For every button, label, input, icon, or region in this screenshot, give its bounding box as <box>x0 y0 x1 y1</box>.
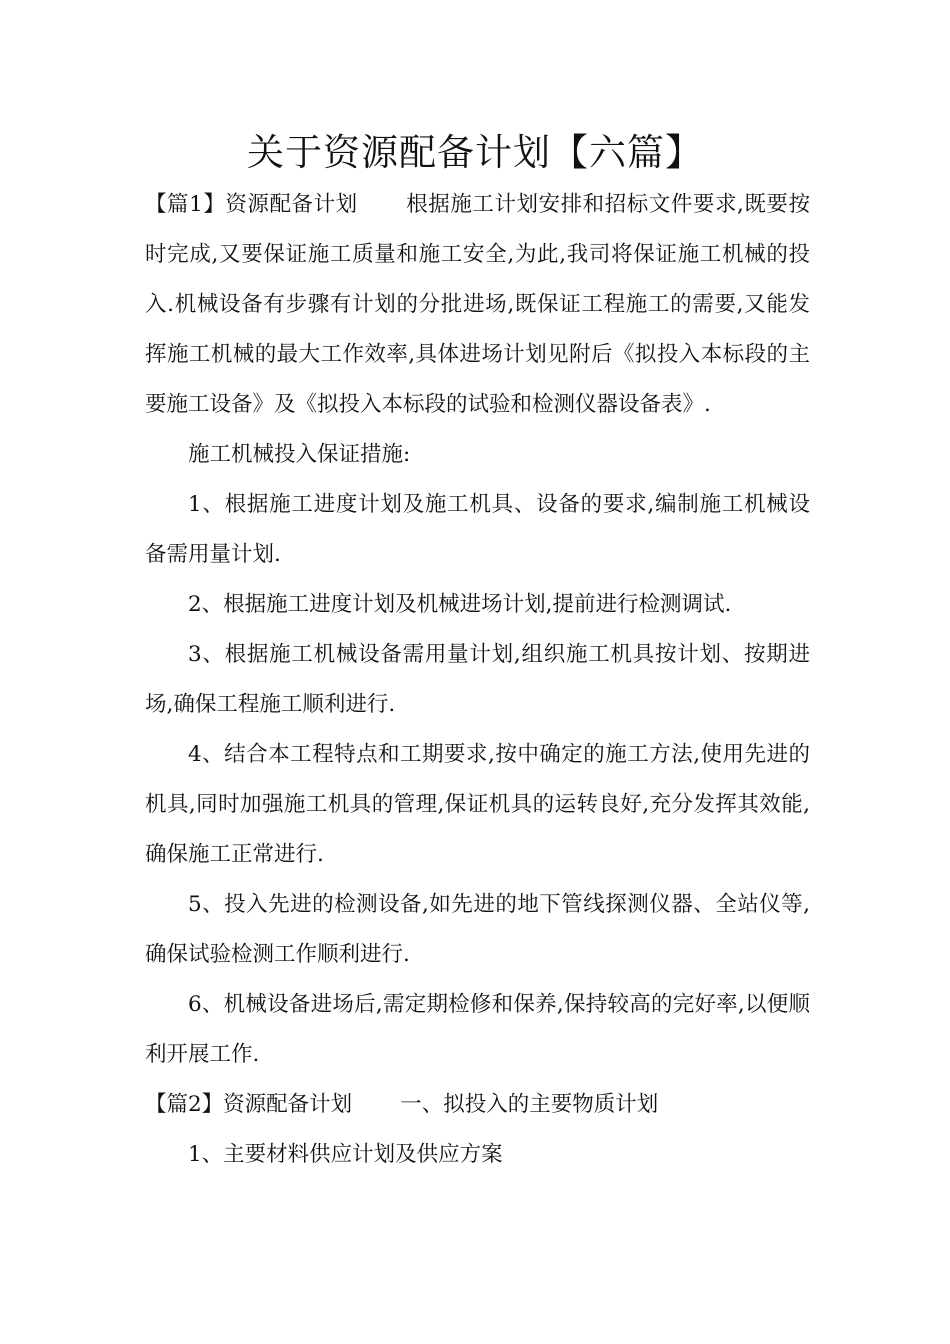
paragraph-article-2-subheading: 1、主要材料供应计划及供应方案 <box>188 1142 503 1167</box>
paragraph-measure-2: 2、根据施工进度计划及机械进场计划,提前进行检测调试. <box>188 592 732 617</box>
paragraph-article-1-intro <box>145 180 810 430</box>
article-1-intro-text: 根据施工计划安排和招标文件要求,既要按时完成,又要保证施工质量和施工安全,为此,我司将保证施工机械的投入.机械设备有步骤有计划的分批进场,既保证工程施工的需要,又能发挥施工机械的最大工作效率,具体进场计划见附后《拟投入本标段的主要施工设备》及《拟投入本标段的试验和检测仪器设备表》. <box>145 192 810 417</box>
article-2-label: 【篇2】资源配备计划 <box>145 1092 353 1117</box>
paragraph-article-2-intro <box>145 1080 810 1130</box>
paragraph-measure-5: 5、投入先进的检测设备,如先进的地下管线探测仪器、全站仪等,确保试验检测工作顺利进行. <box>145 892 810 967</box>
document-title: 关于资源配备计划【六篇】 <box>247 131 703 174</box>
paragraph-measure-4: 4、结合本工程特点和工期要求,按中确定的施工方法,使用先进的机具,同时加强施工机具的管理,保证机具的运转良好,充分发挥其效能,确保施工正常进行. <box>145 742 810 867</box>
document-body <box>145 180 810 1180</box>
article-2-section-heading: 一、拟投入的主要物质计划 <box>400 1092 659 1117</box>
article-1-label: 【篇1】资源配备计划 <box>145 192 358 217</box>
paragraph-measure-6: 6、机械设备进场后,需定期检修和保养,保持较高的完好率,以便顺利开展工作. <box>145 992 810 1067</box>
paragraph-measure-3: 3、根据施工机械设备需用量计划,组织施工机具按计划、按期进场,确保工程施工顺利进行. <box>145 642 810 717</box>
paragraph-measure-1: 1、根据施工进度计划及施工机具、设备的要求,编制施工机械设备需用量计划. <box>145 492 810 567</box>
paragraph-measures-heading: 施工机械投入保证措施: <box>188 442 411 467</box>
